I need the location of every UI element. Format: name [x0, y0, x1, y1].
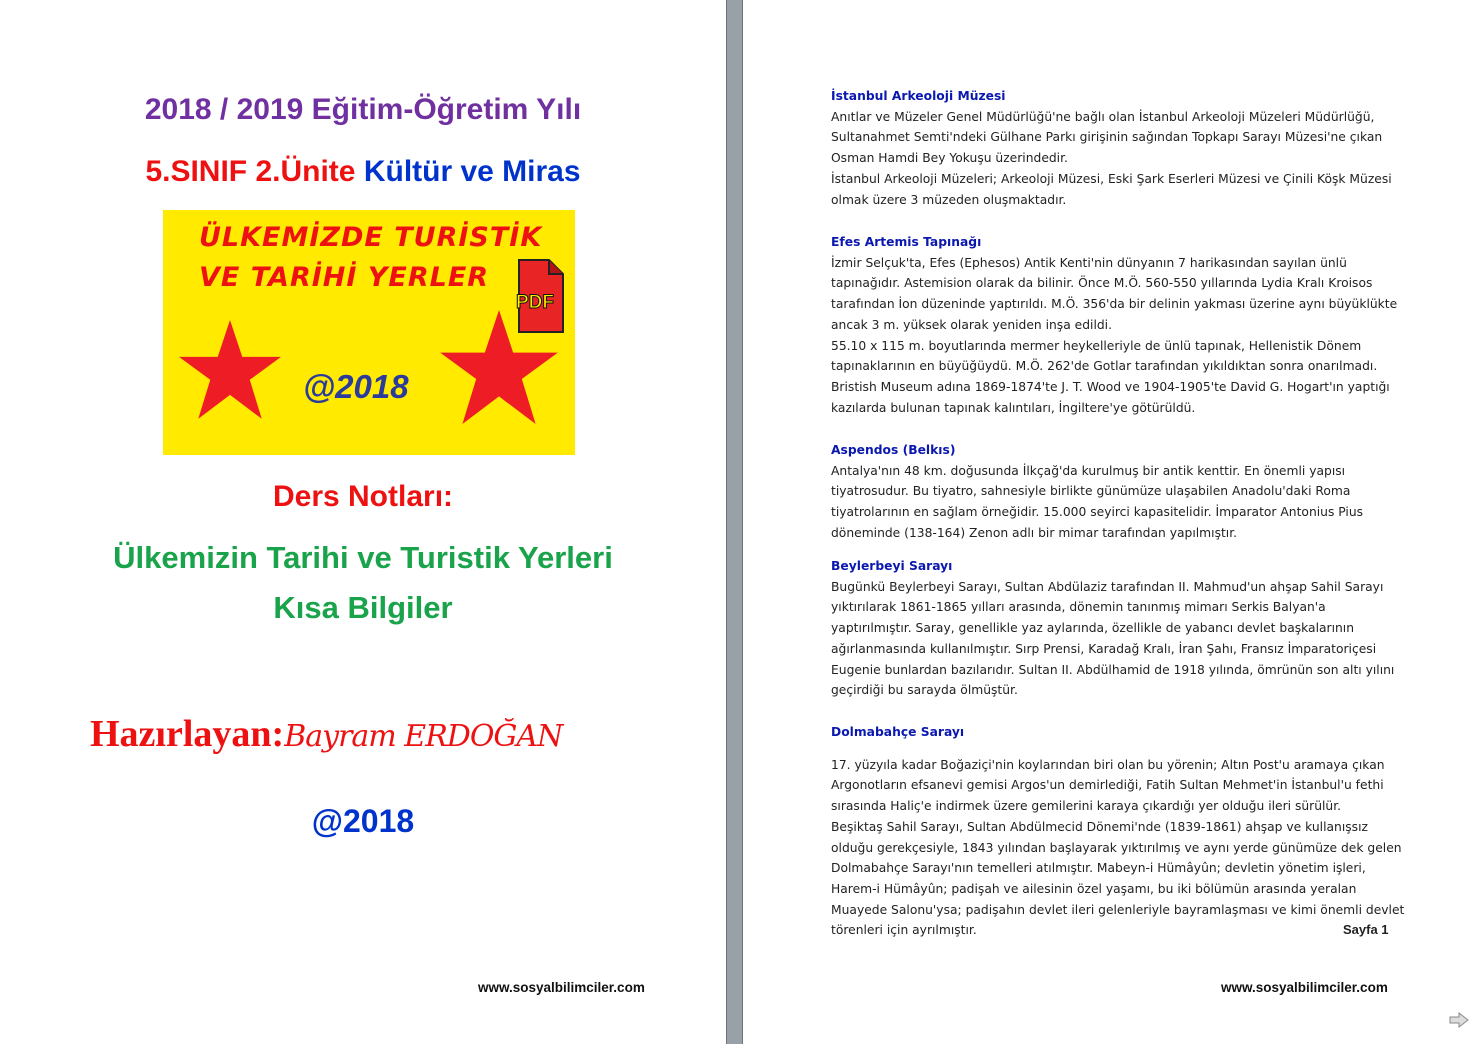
cover-banner: [163, 210, 575, 455]
grade-label: 5.SINIF 2.Ünite: [145, 155, 356, 188]
section-body: [831, 577, 1406, 701]
section-body: [831, 461, 1406, 544]
cover-subtitle-line2: Kısa Bilgiler: [273, 590, 453, 625]
section-body: [831, 755, 1406, 941]
section-title: Dolmabahçe Sarayı: [831, 725, 965, 739]
paragraph: 17. yüzyıla kadar Boğaziçi'nin koylarından biri olan bu yörenin; Altın Post'u aramaya çıkan Argonotların efsanevi gemisi Argos'un demirlediği, Fatih Sultan Mehmet'in İstanbul'u fethi sırasında Haliç'e indirmek üzere gemilerini karaya çıkardığı yer olduğu ileri sürülür.: [831, 757, 1385, 814]
notes-heading: Ders Notları:: [272, 480, 454, 513]
section-beylerbeyi-palace: [831, 556, 1406, 701]
paragraph: Anıtlar ve Müzeler Genel Müdürlüğü'ne bağlı olan İstanbul Arkeoloji Müzeleri Müdürlüğü, Sultanahmet Semti'ndeki Gülhane Parkı girişinin sağından Topkapı Sarayı Müzesi'ne çıkan Osman Hamdi Bey Yokuşu üzerindedir.: [831, 109, 1383, 166]
cover-subtitle-line1: Ülkemizin Tarihi ve Turistik Yerleri: [113, 540, 613, 575]
section-body: [831, 253, 1406, 419]
section-aspendos: [831, 440, 1406, 544]
section-dolmabahce-palace: [831, 722, 1406, 941]
section-body: [831, 107, 1406, 211]
paragraph: Bugünkü Beylerbeyi Sarayı, Sultan Abdülaziz tarafından II. Mahmud'un ahşap Sahil Sarayı yıktırılarak 1861-1865 yılları arasında, dönemin tanınmış mimarı Serkis Balyan'a yaptırılmıştır. Saray, genellikle yaz aylarında, özellikle de yabancı devlet başkalarının ağırlanmasında kullanılmıştır. Sırp Prensi, Karadağ Kralı, İran Şahı, Fransız İmparatoriçesi Eugenie bunlardan bazılarıdır. Sultan II. Abdülhamid de 1918 yılında, ömrünün son altı yılını geçirdiği bu sarayda ölmüştür.: [831, 579, 1395, 698]
section-title: Efes Artemis Tapınağı: [831, 235, 982, 249]
next-page-arrow-icon[interactable]: [1449, 1012, 1469, 1028]
paragraph: 55.10 x 115 m. boyutlarında mermer heykelleriyle de ünlü tapınak, Hellenistik Dönem tapınaklarının en büyüğüydü. M.Ö. 262'de Gotlar tarafından yıkıldıktan sonra onarılmadı. Bristish Museum adına 1869-1874'te J. T. Wood ve 1904-1905'te David G. Hogart'ın yaptığı kazılarda bulunan tapınak kalıntıları, İngiltere'ye götürüldü.: [831, 338, 1390, 415]
website-footer[interactable]: www.sosyalbilimciler.com: [1221, 980, 1388, 995]
paragraph: İzmir Selçuk'ta, Efes (Ephesos) Antik Kenti'nin dünyanın 7 harikasından sayılan ünlü tapınağıdır. Astemision olarak da bilinir. Önce M.Ö. 560-550 yıllarında Lydia Kralı Kroisos tarafından İon düzeninde yaptırıldı. M.Ö. 356'da bir delinin yakması üzerine aynı büyüklükte ancak 3 m. yüksek olarak yeniden inşa edildi.: [831, 255, 1398, 332]
star-icon: [178, 320, 282, 424]
paragraph: İstanbul Arkeoloji Müzeleri; Arkeoloji Müzesi, Eski Şark Eserleri Müzesi ve Çinili Köşk Müzesi olmak üzere 3 müzeden oluşmaktadır.: [831, 171, 1392, 207]
section-ephesus-artemis-temple: [831, 232, 1406, 418]
cover-year: @2018: [311, 803, 415, 839]
banner-year: @2018: [303, 368, 409, 405]
page-number: Sayfa 1: [1343, 922, 1389, 937]
author-name: Bayram ERDOĞAN: [284, 719, 563, 754]
pdf-label: PDF: [516, 292, 554, 313]
author-label: Hazırlayan:: [90, 713, 285, 755]
section-title: Beylerbeyi Sarayı: [831, 559, 953, 573]
unit-title: [0, 155, 726, 189]
website-footer[interactable]: www.sosyalbilimciler.com: [478, 980, 645, 995]
banner-title-line1: ÜLKEMİZDE TURİSTİK: [199, 222, 543, 253]
author-credit: [90, 712, 562, 756]
section-title: İstanbul Arkeoloji Müzesi: [831, 89, 1006, 103]
unit-name: Kültür ve Miras: [363, 155, 581, 188]
academic-year-title: 2018 / 2019 Eğitim-Öğretim Yılı: [144, 93, 582, 126]
paragraph: Antalya'nın 48 km. doğusunda İlkçağ'da kurulmuş bir antik kenttir. En önemli yapısı tiyatrosudur. Bu tiyatro, sahnesiyle birlikte günümüze ulaşabilen Anadolu'daki Roma tiyatrolarının en sağlam örneğidir. 15.000 seyirci kapasitelidir. İmparator Antonius Pius döneminde (138-164) Zenon adlı bir mimar tarafından yapılmıştır.: [831, 463, 1364, 540]
banner-title-line2: VE TARİHİ YERLER: [199, 262, 490, 293]
paragraph: Beşiktaş Sahil Sarayı, Sultan Abdülmecid Dönemi'nde (1839-1861) ahşap ve kullanışsız olduğu gerekçesiyle, 1843 yılından başlayarak yıktırılmış ve aynı yerde günümüze dek gelen Dolmabahçe Sarayı'nın temelleri atılmıştır. Mabeyn-i Hümâyûn; devletin yönetim işleri, Harem-i Hümâyûn; padişah ve ailesinin özel yaşamı, bu iki bölümün arasında yeralan Muayede Salonu'ysa; padişahın devlet ileri gelenleriyle bayramlaşması ve kimi önemli devlet törenleri için ayrılmıştır.: [831, 819, 1405, 938]
section-title: Aspendos (Belkıs): [831, 443, 956, 457]
section-istanbul-archaeology-museum: [831, 86, 1406, 210]
content-page: [742, 0, 1482, 1044]
star-icon: [439, 310, 559, 430]
cover-page: [0, 0, 727, 1044]
